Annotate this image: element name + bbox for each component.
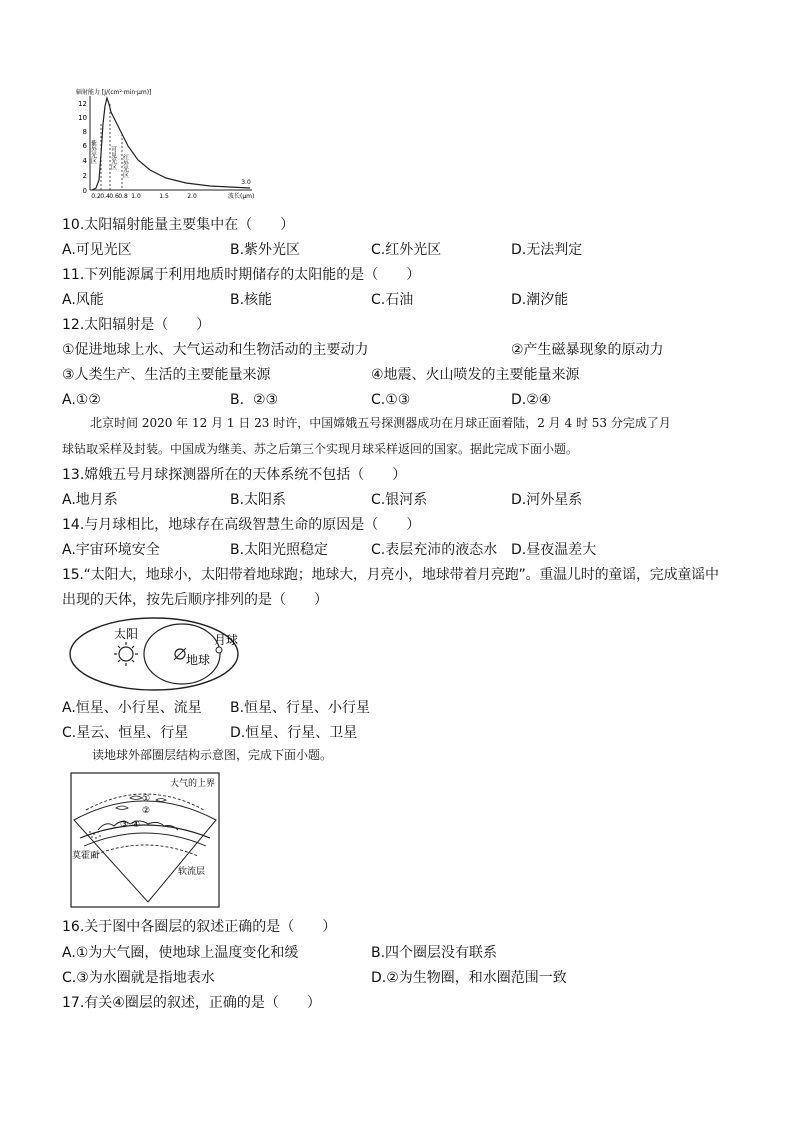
spectrum-ytick: 4 bbox=[82, 157, 87, 165]
spectrum-xtick: 0.8 bbox=[118, 193, 128, 200]
sun-icon bbox=[114, 642, 138, 666]
q12-statement-1: ①促进地球上水、大气运动和生物活动的主要动力 bbox=[62, 342, 369, 358]
spectrum-xtick: 0.6 bbox=[109, 193, 119, 200]
label-atmosphere-top: 大气的上界 bbox=[170, 779, 216, 789]
spectrum-xtick: 2.0 bbox=[187, 193, 197, 200]
label-earth: 地球 bbox=[186, 653, 211, 667]
q11-option-d[interactable]: D.潮汐能 bbox=[511, 292, 569, 308]
spectrum-xtick: 3.0 bbox=[241, 179, 251, 186]
q14-option-a[interactable]: A.宇宙环境安全 bbox=[62, 542, 160, 558]
mark-4: ④ bbox=[131, 820, 141, 830]
label-sun: 太阳 bbox=[114, 627, 139, 641]
q14-option-c[interactable]: C.表层充沛的液态水 bbox=[371, 542, 498, 558]
q17-stem: 17.有关④圈层的叙述，正确的是（ ） bbox=[62, 995, 321, 1011]
q16-option-b[interactable]: B.四个圈层没有联系 bbox=[371, 945, 498, 961]
spectrum-xtick: 0.4 bbox=[100, 193, 110, 200]
spectrum-xlabel: 波长(μm) bbox=[228, 193, 255, 200]
q12-statement-3: ③人类生产、生活的主要能量来源 bbox=[62, 367, 271, 383]
spectrum-ytick: 8 bbox=[82, 128, 87, 136]
q13-option-b[interactable]: B.太阳系 bbox=[230, 492, 287, 508]
passage-line: 球钻取采样及封装。中国成为继美、苏之后第三个实现月球采样返回的国家。据此完成下面小题。 bbox=[62, 442, 579, 456]
q15-option-a[interactable]: A.恒星、小行星、流星 bbox=[62, 700, 202, 716]
q14-option-d[interactable]: D.昼夜温差大 bbox=[511, 542, 597, 558]
q16-option-c[interactable]: C.③为水圈就是指地表水 bbox=[62, 970, 215, 986]
q11-stem: 11.下列能源属于利用地质时期储存的太阳能的是（ ） bbox=[62, 267, 421, 283]
spectrum-ytick: 6 bbox=[82, 142, 87, 150]
spectrum-xtick: 1.5 bbox=[159, 193, 169, 200]
passage-spheres: 读地球外部圈层结构示意图，完成下面小题。 bbox=[92, 748, 333, 762]
q12-option-a[interactable]: A.①② bbox=[62, 392, 101, 408]
q14-stem: 14.与月球相比，地球存在高级智慧生命的原因是（ ） bbox=[62, 517, 421, 533]
moon-icon bbox=[216, 647, 222, 653]
label-asthenosphere: 软流层 bbox=[178, 867, 206, 877]
q11-option-c[interactable]: C.石油 bbox=[371, 292, 414, 308]
earth-icon bbox=[174, 648, 186, 660]
q15-option-d[interactable]: D.恒星、行星、卫星 bbox=[230, 725, 358, 741]
q14-option-b[interactable]: B.太阳光照稳定 bbox=[230, 542, 329, 558]
region-visible: 可见光区 bbox=[109, 146, 117, 170]
q13-option-d[interactable]: D.河外星系 bbox=[511, 492, 583, 508]
spectrum-ytick: 2 bbox=[82, 172, 87, 180]
label-moho: 莫霍面 bbox=[72, 851, 100, 861]
solar-spectrum-figure bbox=[70, 84, 260, 200]
q16-stem: 16.关于图中各圈层的叙述正确的是（ ） bbox=[62, 919, 337, 935]
q12-statement-2: ②产生磁暴现象的原动力 bbox=[511, 342, 664, 358]
q13-option-a[interactable]: A.地月系 bbox=[62, 492, 118, 508]
spectrum-ytick: 10 bbox=[78, 114, 87, 122]
region-uv: 紫外光区 bbox=[89, 140, 97, 164]
q15-option-c[interactable]: C.星云、恒星、行星 bbox=[62, 725, 189, 741]
spectrum-xtick: 0.2 bbox=[91, 193, 101, 200]
passage-change5 bbox=[62, 410, 742, 462]
q13-option-c[interactable]: C.银河系 bbox=[371, 492, 428, 508]
q11-option-a[interactable]: A.风能 bbox=[62, 292, 104, 308]
q10-option-b[interactable]: B.紫外光区 bbox=[230, 242, 301, 258]
spectrum-xtick: 1.0 bbox=[131, 193, 141, 200]
mark-2: ② bbox=[141, 806, 151, 816]
q10-stem: 10.太阳辐射能量主要集中在（ ） bbox=[62, 217, 295, 233]
spectrum-ytick: 0 bbox=[82, 187, 87, 195]
sun-earth-moon-figure bbox=[64, 612, 248, 694]
q15-stem-line1: 15.“太阳大，地球小，太阳带着地球跑；地球大，月亮小，地球带着月亮跑”。重温儿时的童谣，完成童谣中 bbox=[62, 567, 719, 583]
q10-option-d[interactable]: D.无法判定 bbox=[511, 242, 583, 258]
q16-option-a[interactable]: A.①为大气圈，使地球上温度变化和缓 bbox=[62, 945, 299, 961]
q16-option-d[interactable]: D.②为生物圈，和水圈范围一致 bbox=[371, 970, 567, 986]
label-moon: 月球 bbox=[214, 633, 239, 647]
passage-line: 北京时间 2020 年 12 月 1 日 23 时许，中国嫦娥五号探测器成功在月球正面着陆，2 月 4 时 53 分完成了月 bbox=[90, 416, 671, 430]
q12-option-c[interactable]: C.①③ bbox=[371, 392, 411, 408]
q10-option-c[interactable]: C.红外光区 bbox=[371, 242, 442, 258]
q12-statement-4: ④地震、火山喷发的主要能量来源 bbox=[371, 367, 580, 383]
earth-spheres-figure bbox=[70, 772, 220, 908]
q10-option-a[interactable]: A.可见光区 bbox=[62, 242, 132, 258]
q12-stem: 12.太阳辐射是（ ） bbox=[62, 317, 211, 333]
q11-option-b[interactable]: B.核能 bbox=[230, 292, 273, 308]
mark-3: ③ bbox=[119, 820, 129, 830]
q15-option-b[interactable]: B.恒星、行星、小行星 bbox=[230, 700, 371, 716]
q13-stem: 13.嫦娥五号月球探测器所在的天体系统不包括（ ） bbox=[62, 467, 407, 483]
region-ir: 红外光区 bbox=[121, 154, 129, 178]
mark-1: ① bbox=[141, 794, 151, 804]
q12-option-d[interactable]: D.②④ bbox=[511, 392, 552, 408]
spectrum-ylabel: 辐射能力 [J/(cm²·min·μm)] bbox=[76, 89, 152, 96]
q15-stem-line2: 出现的天体，按先后顺序排列的是（ ） bbox=[62, 592, 328, 608]
spectrum-ytick: 12 bbox=[78, 100, 87, 108]
q12-option-b[interactable]: B. ②③ bbox=[230, 392, 279, 408]
